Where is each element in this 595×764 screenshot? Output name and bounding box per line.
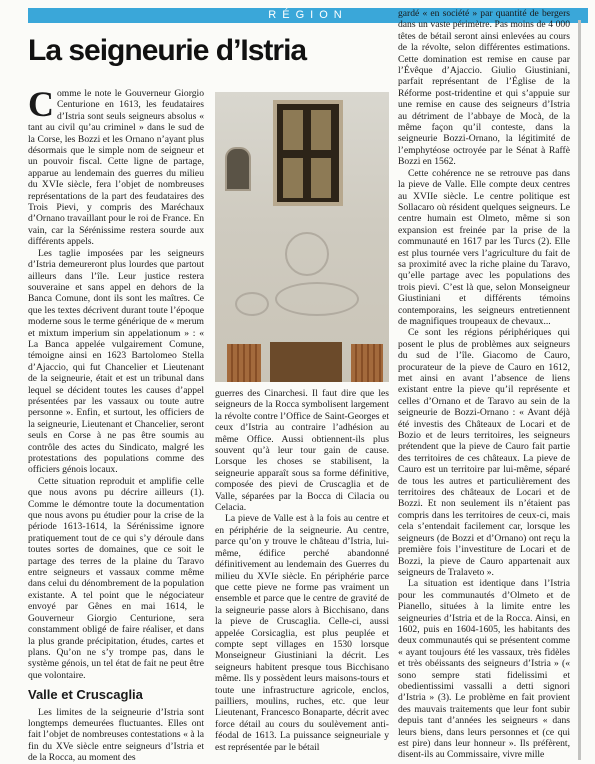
paragraph-text: omme le note le Gouverneur Giorgio Centurione en 1613, les feudataires d’Istria sont seuls seigneurs absolus « tant au civil qu’au criminel » dans le sud de la Corse, les Bozzi et les Ornano n’ayant plus désormais que le simple nom de seigneur et un pouvoir fiscal. Cette ligne de partage, apparue au lendemain des guerres du milieu du XVIe siècle, fera l’objet de nombreuses représentations de la part des feudataires des Trois Pievi, y compris des Maréchaux d’Ornano travaillant pour le roi de France. En vain, car la Sérénissime restera sourde aux différents appels. bbox=[28, 88, 204, 248]
column-right bbox=[398, 8, 570, 761]
paragraph: gardé « en société » par quantité de bergers dans un vaste périmètre. Pas moins de 4 000 têtes de bétail seront ainsi enlevées au cours de la révolte, selon différentes estimations. Cette domination est remise en cause par l’Évêque d’Ajaccio. Giulio Giustiniani, parfait représentant de l’Église de la Réforme post-tridentine et qui s’appuie sur une remise en cause des seigneurs d’Istria au détriment de l’abbaye de Mocà, de la même façon qu’il conteste, dans la seigneurie Bozzi-Ornano, la légitimité de l’emphytéose octroyée par le Sénat à Raffè Bozzi en 1562. bbox=[398, 8, 570, 168]
ornament bbox=[285, 232, 329, 276]
paragraph: Cette cohérence ne se retrouve pas dans la pieve de Valle. Elle compte deux centres au XVIIe siècle. Le centre politique est Sollacaro où résident quelques seigneurs. Le centre humain est Olmeto, même si son expansion est freinée par la prise de la communauté en 1617 par les Turcs (2). Elle est plus tournée vers l’agriculture du fait de sa proximité avec la riche plaine du Taravo, qu’elle partage avec les populations des trois pievi. C’est là que, selon Monseigneur Giustiniani et différents témoins contemporains, les seigneurs entretiennent de magnifiques troupeaux de chevaux... bbox=[398, 167, 570, 327]
arched-window-image bbox=[225, 147, 251, 191]
drop-cap: C bbox=[28, 84, 54, 124]
subheading: Valle et Cruscaglia bbox=[28, 687, 143, 703]
paragraph: Ce sont les régions périphériques qui posent le plus de problèmes aux seigneurs du sud de l’île. Giacomo de Cauro, procurateur de la pieve de Cauro en 1612, met ainsi en avant l’absence de liens existant entre la pieve qu’il représente et celles d’Ornano et de Taravo au sein de la seigneurie de Bozzi-Ornano : « Avant déjà été investis des Châteaux de Locari et de Bozio et de leurs territoires, les seigneurs prétendent que la pieve de Cauro fait partie des territoires de ces châteaux. La pieve de Cauro est un territoire par lui-même, séparé de tous les autres et particulièrement des territoires des châteaux de Locari et de Bozzi. Et non seulement ils n’étaient pas compris dans les territoires de ceux-ci, mais cela s’entendait facilement car, lorsque les seigneurs (de Bozzi et d’Ornano) ont reçu la première fois l’investiture de Locari et de Bozzi, la pieve de Cauro appartenait aux seigneurs de Tralaveto ». bbox=[398, 327, 570, 578]
ornament bbox=[275, 282, 359, 316]
door-image bbox=[270, 342, 342, 382]
paragraph: La situation est identique dans l’Istria pour les communautés d’Olmeto et de Pianello, situées à la limite entre les seigneuries d’Istria et de la Rocca. Ainsi, en 1602, puis en 1604-1605, les habitants des deux communautés qui se présentent comme « ayant toujours été les vassaux, très fidèles et très obéissants des seigneurs d’Istria » (« sono sempre stati fidelissimi et obedientissimi vassalli a detti signori d’Istria » (3). Le problème en fait provient des mauvais traitements que leur font subir depuis tant d’années les seigneurs « dans leurs biens, dans leurs personnes et (ce qui est pire) dans leur honneur ». Ils préfèrent, disent-ils au Commissaire, vivre mille bbox=[398, 578, 570, 761]
paragraph: Les limites de la seigneurie d’Istria sont longtemps demeurées fluctuantes. Elles ont fait l’objet de nombreuses contestations « à la fin du XVe siècle entre seigneurs d’Istria et de la Rocca, au moment des bbox=[28, 706, 204, 764]
paragraph-intro bbox=[28, 84, 204, 248]
section-header: RÉGION bbox=[28, 8, 588, 23]
paragraph: Les taglie imposées par les seigneurs d’Istria demeureront plus lourdes que partout ailleurs dans l’île. Leur justice restera souveraine et sans appel en dehors de la Banca Comune, dont ils sont les maîtres. Ce que les textes décrivent durant toute l’époque moderne sous le terme générique de « merum et mixtum imperium sin appelationum » : « La Banca appelée vulgairement Comune, témoigne ainsi en 1623 Bartolomeo Stella d’Ajaccio, qui fut Chancelier et Lieutenant de la seigneurie, était et est un tribunal dans lequel se décident toutes les causes d’appel présentées par les vassaux ou toute autre personne ». Enfin, et surtout, les officiers de la seigneurie, Lieutenant et Chancelier, seront seuls en Corse à ne pas être soumis au contrôle des actes du Sindicato, malgré les protestations des populations comme des officiers génois locaux. bbox=[28, 247, 204, 476]
paragraph: La pieve de Valle est à la fois au centre et en périphérie de la seigneurie. Au centre, parce qu’on y trouve le château d’Istria, lui-même, édifice perché abandonné définitivement au lendemain des Guerres du milieu du XVIe siècle. En périphérie parce que cette pieve ne forme pas vraiment un ensemble et parce que le centre de gravité de la seigneurie passe alors à Bicchisano, dans la pieve de Cruscaglia. Celle-ci, aussi appelée Corsicaglia, est plus peuplée et compte sept villages en 1530 lorsque Monseigneur Giustiniani la décrit. Les seigneurs habitent presque tous Bicchisano même. Ils y possèdent leurs maisons-tours et toute une infrastructure agricole, enclos, pailliers, moulins, ruches, etc. que leur Lieutenant, Francesco Bonaparte, décrit avec force détail au cours du soulèvement anti-féodal de 1613. La puissance seigneuriale y est représentée par le bétail bbox=[215, 513, 389, 753]
ornament bbox=[235, 292, 269, 316]
paragraph: Cette situation reproduit et amplifie celle que nous avons pu décrire ailleurs (1). Comme le démontre toute la documentation que nous avons pu étudier pour la crise de la période 1613-1614, la Sérénissime ignore pratiquement tout de ce qui s’y déroule dans toutes sortes de domaines, que ce soit le partage des terres de la plaine du Taravo entre seigneurs et vassaux comme même dans celui du dénombrement de la population existante. A tel point que le négociateur envoyé par Gênes en mai 1614, le Gouverneur Giorgio Centurione, sera constamment obligé de faire réaliser, et dans la plus grande précipitation, études, cartes et plans. Qu’on ne s’y trompe pas, dans le système génois, un tel état de fait ne peut être que volontaire. bbox=[28, 475, 204, 681]
article-title: La seigneurie d’Istria bbox=[28, 34, 307, 67]
page-edge bbox=[578, 20, 581, 760]
column-middle bbox=[215, 388, 389, 753]
shutter-image bbox=[227, 344, 261, 382]
window-image bbox=[273, 100, 343, 206]
column-left bbox=[28, 84, 204, 764]
shutter-image bbox=[351, 344, 383, 382]
paragraph: guerres des Cinarchesi. Il faut dire que les seigneurs de la Rocca symbolisent largement la révolte contre l’Office de Saint-Georges et ceux d’Istria au contraire l’adhésion au même Office. Aussi obtiennent-ils plus souvent qu’à leur tour gain de cause. Lorsque les choses se stabilisent, la seigneurie apparaît sous sa forme définitive, composée des pievi de Cruscaglia et de Valle, séparées par la Bocca di Cilacia ou Celacia. bbox=[215, 388, 389, 514]
article-photo bbox=[215, 92, 389, 382]
